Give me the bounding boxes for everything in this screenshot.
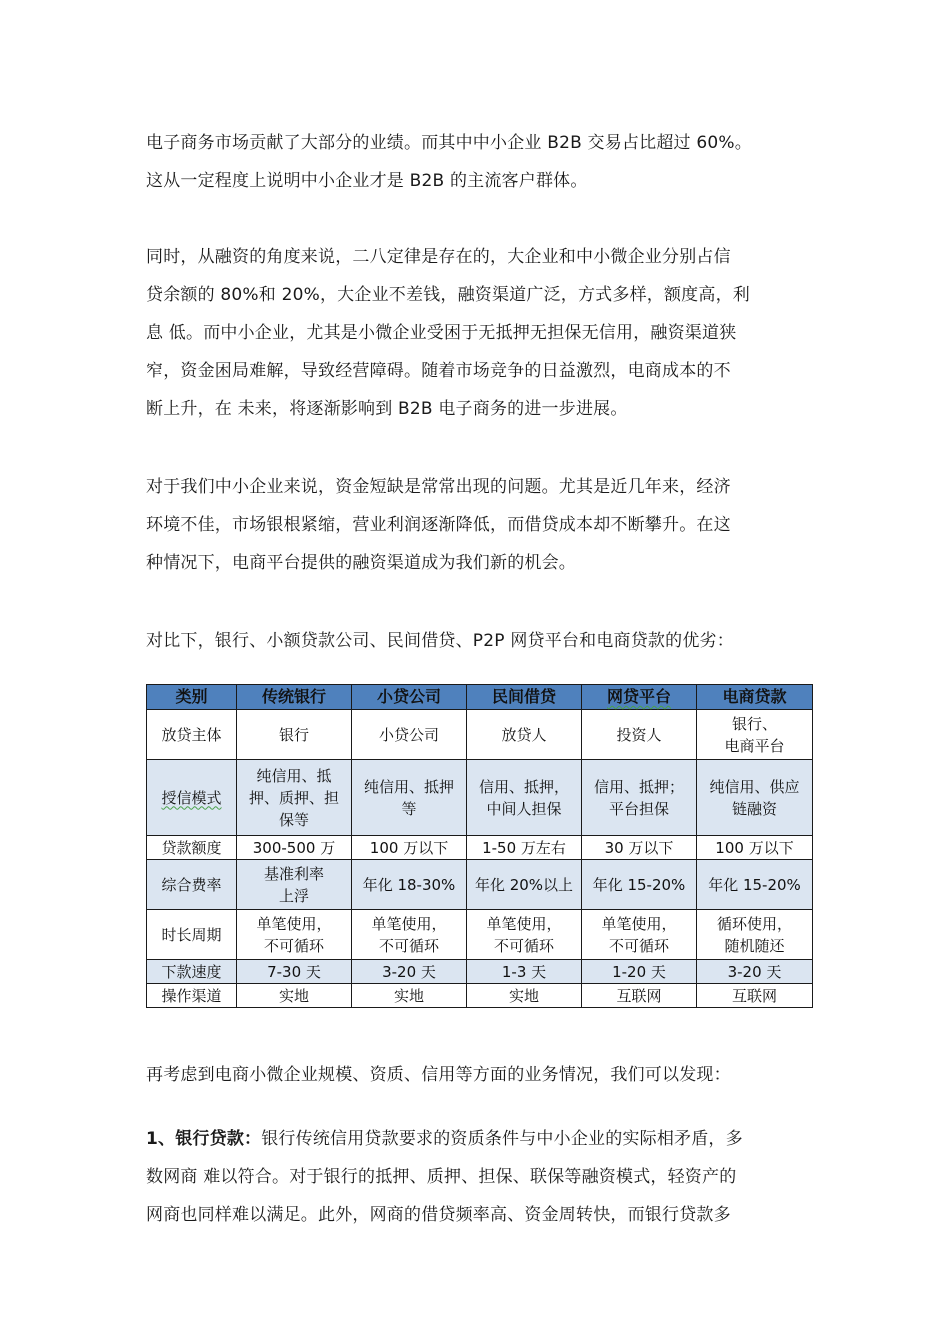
cell-text: 银行 xyxy=(278,725,309,744)
cell-text: 单笔使用， xyxy=(486,914,562,933)
table-header-cell: 民间借贷 xyxy=(467,685,582,710)
table-header-cell: 小贷公司 xyxy=(352,685,467,710)
table-cell: 1-50 万左右 xyxy=(467,836,582,860)
paragraph-6 xyxy=(146,1120,810,1234)
table-cell xyxy=(352,760,467,836)
cell-text: 单笔使用， xyxy=(256,914,332,933)
paragraph-2 xyxy=(146,238,810,428)
table-cell: 100 万以下 xyxy=(352,836,467,860)
table-cell: 互联网 xyxy=(697,984,813,1008)
table-cell xyxy=(582,710,697,760)
row-label-cell: 下款速度 xyxy=(147,960,237,984)
table-cell: 7-30 天 xyxy=(237,960,352,984)
table-cell: 实地 xyxy=(467,984,582,1008)
table-header-cell: 类别 xyxy=(147,685,237,710)
cell-text: 不可循环 xyxy=(378,936,439,955)
cell-text: 信用、抵押， xyxy=(478,777,569,796)
cell-text: 单笔使用， xyxy=(601,914,677,933)
cell-text: 纯信用、抵押 xyxy=(363,777,454,796)
table-cell xyxy=(237,760,352,836)
table-cell: 年化 20%以上 xyxy=(467,860,582,910)
text-line: 电子商务市场贡献了大部分的业绩。而其中中小企业 B2B 交易占比超过 60%。 xyxy=(146,133,752,153)
row-label-cell: 操作渠道 xyxy=(147,984,237,1008)
paragraph-5 xyxy=(146,1056,810,1094)
table-cell: 100 万以下 xyxy=(697,836,813,860)
cell-text: 小贷公司 xyxy=(378,725,439,744)
header-text: 网贷平台 xyxy=(606,687,671,706)
text-line: 贷余额的 80%和 20%，大企业不差钱，融资渠道广泛，方式多样，额度高，利 xyxy=(146,285,750,305)
table-cell xyxy=(352,710,467,760)
cell-text: 平台担保 xyxy=(608,799,669,818)
text-line: 网商也同样难以满足。此外，网商的借贷频率高、资金周转快，而银行贷款多 xyxy=(146,1205,731,1225)
cell-text: 不可循环 xyxy=(493,936,554,955)
row-label-cell: 时长周期 xyxy=(147,910,237,960)
cell-text: 中间人担保 xyxy=(486,799,562,818)
table-cell: 实地 xyxy=(237,984,352,1008)
table-cell xyxy=(582,910,697,960)
table-cell: 年化 15-20% xyxy=(582,860,697,910)
text-line: 环境不佳，市场银根紧缩，营业利润逐渐降低，而借贷成本却不断攀升。在这 xyxy=(146,515,731,535)
table-header-cell xyxy=(582,685,697,710)
text-line xyxy=(146,1120,810,1158)
paragraph-4 xyxy=(146,622,810,660)
table-cell xyxy=(467,910,582,960)
cell-text: 上浮 xyxy=(278,886,309,905)
cell-text: 放贷人 xyxy=(501,725,547,744)
table-cell: 互联网 xyxy=(582,984,697,1008)
section-lead: 1、银行贷款： xyxy=(146,1129,262,1149)
table-cell xyxy=(697,760,813,836)
text-line: 息 低。而中小企业，尤其是小微企业受困于无抵押无担保无信用，融资渠道狭 xyxy=(146,323,737,343)
comparison-table xyxy=(146,684,813,1008)
table-row xyxy=(147,960,813,984)
cell-text: 单笔使用， xyxy=(371,914,447,933)
cell-text: 基准利率 xyxy=(263,864,324,883)
row-label-cell: 贷款额度 xyxy=(147,836,237,860)
row-label-cell: 放贷主体 xyxy=(147,710,237,760)
table-header-cell: 传统银行 xyxy=(237,685,352,710)
cell-text: 等 xyxy=(401,799,417,818)
table-header-row xyxy=(147,685,813,710)
table-cell xyxy=(582,760,697,836)
table-cell xyxy=(237,860,352,910)
table-cell: 30 万以下 xyxy=(582,836,697,860)
cell-text: 押、质押、担 xyxy=(248,788,339,807)
cell-text: 不可循环 xyxy=(263,936,324,955)
table-row xyxy=(147,984,813,1008)
text-line: 种情况下，电商平台提供的融资渠道成为我们新的机会。 xyxy=(146,553,576,573)
cell-text: 投资人 xyxy=(616,725,662,744)
text-line: 数网商 难以符合。对于银行的抵押、质押、担保、联保等融资模式，轻资产的 xyxy=(146,1167,737,1187)
text-line: 断上升，在 未来，将逐渐影响到 B2B 电子商务的进一步进展。 xyxy=(146,399,628,419)
table-cell: 年化 15-20% xyxy=(697,860,813,910)
table-row xyxy=(147,910,813,960)
cell-text: 纯信用、供应 xyxy=(709,777,800,796)
table-cell xyxy=(352,910,467,960)
cell-text: 随机随还 xyxy=(724,936,785,955)
row-label-text: 授信模式 xyxy=(161,788,222,807)
row-label-cell xyxy=(147,760,237,836)
table-cell: 3-20 天 xyxy=(697,960,813,984)
table-cell xyxy=(697,710,813,760)
table-cell: 1-20 天 xyxy=(582,960,697,984)
table-cell: 300-500 万 xyxy=(237,836,352,860)
cell-text: 信用、抵押； xyxy=(593,777,684,796)
cell-text: 银行、 xyxy=(731,714,777,733)
table-header-cell: 电商贷款 xyxy=(697,685,813,710)
text-line: 同时，从融资的角度来说，二八定律是存在的，大企业和中小微企业分别占信 xyxy=(146,247,731,267)
text-line: 再考虑到电商小微企业规模、资质、信用等方面的业务情况，我们可以发现： xyxy=(146,1065,731,1085)
table-cell xyxy=(467,760,582,836)
table-cell xyxy=(237,710,352,760)
table-cell xyxy=(237,910,352,960)
text-line: 对于我们中小企业来说，资金短缺是常常出现的问题。尤其是近几年来，经济 xyxy=(146,477,731,497)
cell-text: 电商平台 xyxy=(724,736,785,755)
paragraph-1 xyxy=(146,124,810,200)
cell-text: 不可循环 xyxy=(608,936,669,955)
text-run: 银行传统信用贷款要求的资质条件与中小企业的实际相矛盾，多 xyxy=(261,1129,743,1149)
text-line: 窄，资金困局难解，导致经营障碍。随着市场竞争的日益激烈，电商成本的不 xyxy=(146,361,731,381)
text-line: 这从一定程度上说明中小企业才是 B2B 的主流客户群体。 xyxy=(146,171,588,191)
cell-text: 保等 xyxy=(278,810,309,829)
row-label-cell: 综合费率 xyxy=(147,860,237,910)
table-cell: 年化 18-30% xyxy=(352,860,467,910)
table-row xyxy=(147,760,813,836)
cell-text: 纯信用、抵 xyxy=(256,766,332,785)
table-cell: 1-3 天 xyxy=(467,960,582,984)
cell-text: 链融资 xyxy=(731,799,777,818)
table-row xyxy=(147,836,813,860)
table-row xyxy=(147,860,813,910)
paragraph-3 xyxy=(146,468,810,582)
table-cell xyxy=(467,710,582,760)
cell-text: 循环使用， xyxy=(716,914,792,933)
table-cell: 实地 xyxy=(352,984,467,1008)
table-row xyxy=(147,710,813,760)
text-line: 对比下，银行、小额贷款公司、民间借贷、P2P 网贷平台和电商贷款的优劣： xyxy=(146,631,734,651)
table-cell: 3-20 天 xyxy=(352,960,467,984)
table-cell xyxy=(697,910,813,960)
